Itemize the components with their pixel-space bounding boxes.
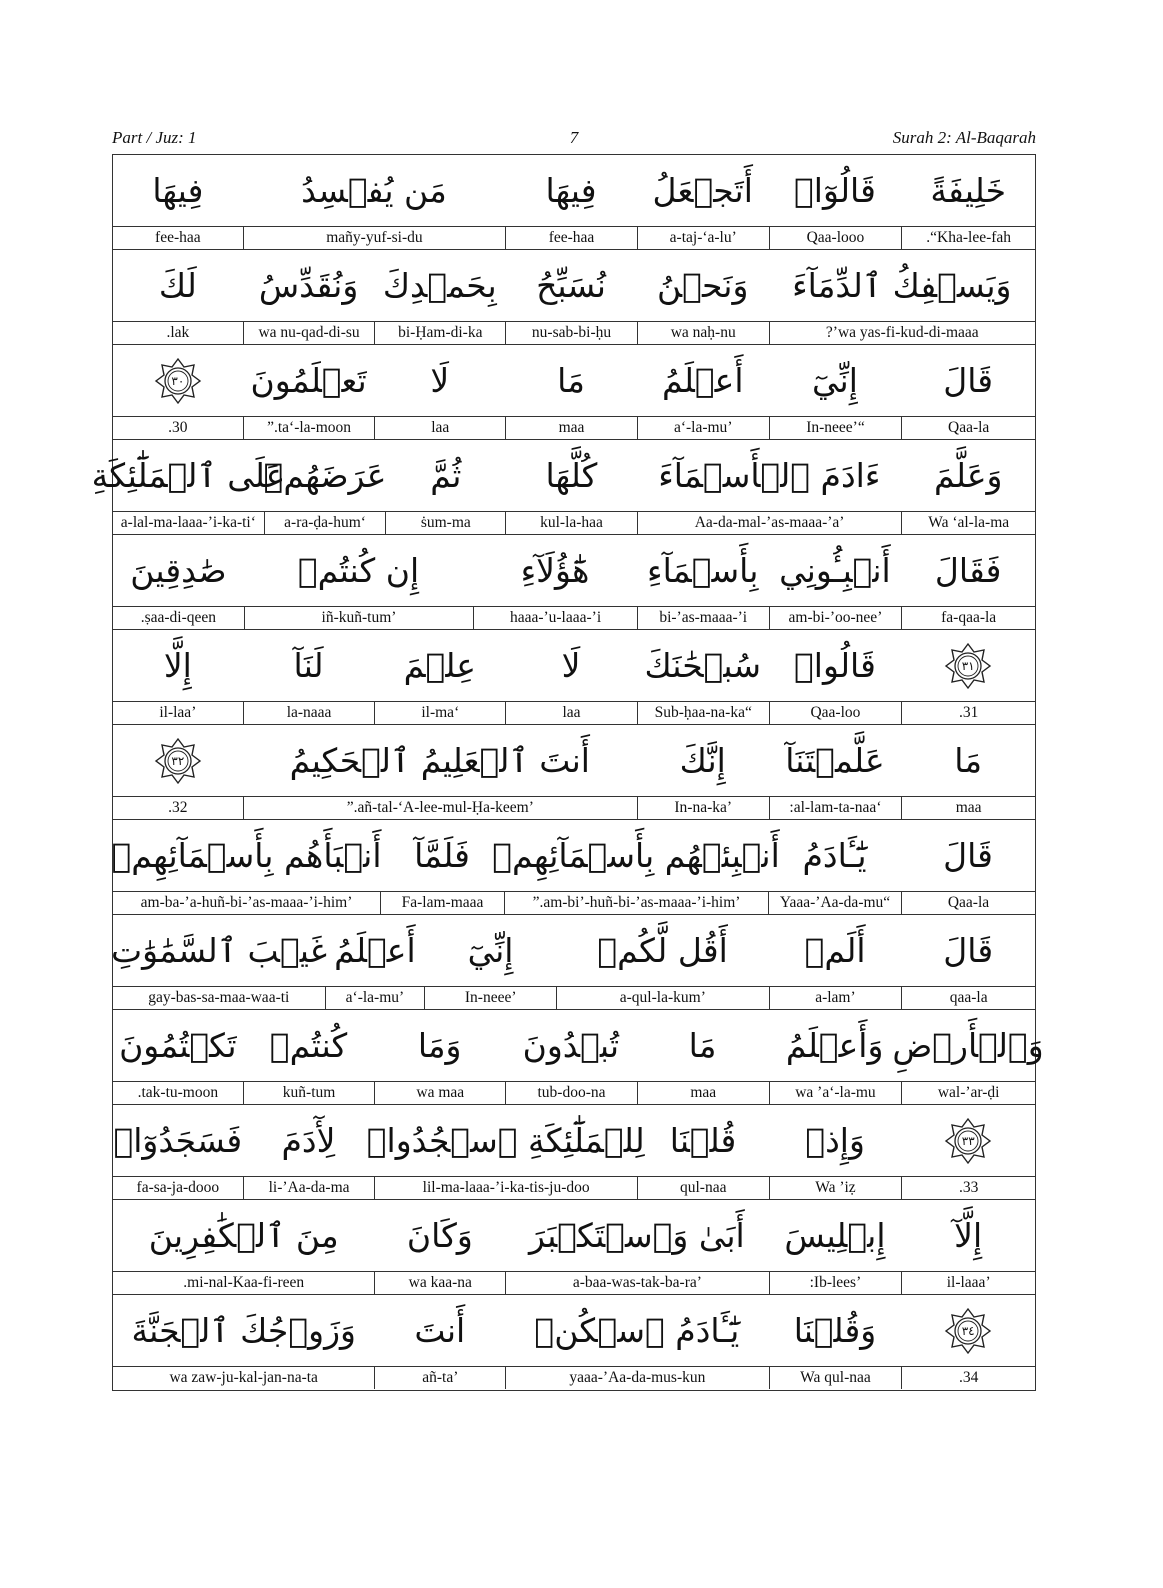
verse-row xyxy=(113,725,1035,820)
transliteration-word: ’am-ba-’a-huñ-bi-’as-maaa-’i-him xyxy=(140,893,353,911)
transliteration-word: Qaa-la xyxy=(901,416,1035,439)
arabic-word: أَعۡلَمُ xyxy=(661,361,744,400)
transliteration-word: ’il-laa xyxy=(159,703,197,721)
arabic-word: أَنۢبَأَهُم بِأَسۡمَآئِهِمۡ xyxy=(111,836,382,875)
arabic-word: سُبۡحَٰنَكَ xyxy=(644,646,761,685)
transliteration-word: wa kaa-na xyxy=(374,1271,505,1294)
arabic-word: قَالَ xyxy=(943,836,993,875)
transliteration-word: ’añ-ta xyxy=(374,1366,505,1389)
transliteration-word: maa xyxy=(637,1081,769,1104)
arabic-word: أَنتَ xyxy=(414,1311,466,1350)
transliteration-word: “Sub-ḥaa-na-ka xyxy=(637,701,769,724)
transliteration-line xyxy=(113,796,1035,819)
transliteration-word: 32. xyxy=(168,798,188,816)
ayah-number: ٣٤ xyxy=(961,1323,975,1338)
page-header xyxy=(112,128,1036,152)
ayah-number-icon xyxy=(155,358,201,404)
arabic-word: إِنِّيٓ xyxy=(467,931,514,970)
transliteration-word: fee-haa xyxy=(505,226,637,249)
transliteration-word: ’In-na-ka xyxy=(637,796,769,819)
transliteration-word: ’a-taj-‘a-lu xyxy=(637,226,769,249)
transliteration-word: Qaa-loo xyxy=(769,701,902,724)
arabic-word: فِيهَا xyxy=(545,171,597,210)
transliteration-line xyxy=(113,321,1035,344)
arabic-word: صَٰدِقِينَ xyxy=(130,551,227,590)
arabic-word: كُنتُمۡ xyxy=(269,1026,348,1065)
transliteration-word: wal-’ar-ḍi xyxy=(901,1081,1035,1104)
arabic-word: قَالُوٓا۟ xyxy=(793,171,876,210)
verse-row xyxy=(113,915,1035,1010)
transliteration-word: tub-doo-na xyxy=(505,1081,637,1104)
arabic-word: تَعۡلَمُونَ xyxy=(250,361,367,400)
transliteration-line xyxy=(113,701,1035,724)
transliteration-word: Kha-lee-fah“. xyxy=(901,226,1035,249)
ayah-number: ٣٣ xyxy=(961,1133,975,1148)
transliteration-word: wa nu-qad-di-su xyxy=(243,321,375,344)
transliteration-word: ’a-lam xyxy=(769,986,902,1009)
arabic-word: إِنِّيٓ xyxy=(812,361,858,400)
arabic-word: أَلَمۡ xyxy=(804,931,866,970)
transliteration-word: li-’Aa-da-ma xyxy=(243,1176,375,1199)
arabic-word: لِلۡمَلَٰٓئِكَةِ ٱسۡجُدُوا۟ xyxy=(366,1121,645,1160)
arabic-word: وَنَحۡنُ xyxy=(657,266,749,305)
transliteration-word: fa-sa-ja-dooo xyxy=(136,1178,220,1196)
transliteration-word: kuñ-tum xyxy=(243,1081,375,1104)
transliteration-line xyxy=(113,226,1035,249)
ayah-marker xyxy=(901,1295,1035,1366)
arabic-line xyxy=(91,440,1035,512)
arabic-line xyxy=(113,725,1035,797)
arabic-word: أَنۢبِئۡهُم بِأَسۡمَآئِهِمۡ xyxy=(492,836,780,875)
word-table xyxy=(91,154,1044,1391)
transliteration-word: ta‘-la-moon.” xyxy=(243,416,375,439)
arabic-word: تَكۡتُمُونَ xyxy=(119,1026,237,1065)
transliteration-word: Qaa-looo xyxy=(769,226,902,249)
arabic-word: يَٰٓـَٔادَمُ ٱسۡكُنۡ xyxy=(534,1311,740,1350)
arabic-line xyxy=(113,915,1035,987)
arabic-word: إِلَّا xyxy=(163,646,192,685)
arabic-word: ثُمَّ xyxy=(430,456,462,495)
transliteration-word: haaa-’u-laaa-’i xyxy=(473,606,637,629)
arabic-line xyxy=(113,820,1035,892)
arabic-word: أَبَىٰ وَٱسۡتَكۡبَرَ xyxy=(529,1216,745,1255)
transliteration-word: mi-nal-Kaa-fi-reen. xyxy=(183,1273,305,1291)
transliteration-word: ’In-neee xyxy=(424,986,556,1009)
arabic-line xyxy=(113,1295,1035,1367)
arabic-word: أَقُل لَّكُمۡ xyxy=(597,931,728,970)
verse-row xyxy=(113,1010,1044,1105)
transliteration-word: ’iñ-kuñ-tum xyxy=(244,606,474,629)
verse-row xyxy=(113,345,1035,440)
arabic-word: أَنتَ ٱلۡعَلِيمُ ٱلۡحَكِيمُ xyxy=(289,741,590,780)
arabic-word: مِنَ ٱلۡكَٰفِرِينَ xyxy=(148,1216,339,1255)
transliteration-word: ’a-qul-la-kum xyxy=(556,986,769,1009)
arabic-word: وَمَا xyxy=(417,1026,462,1065)
arabic-word: أَتَجۡعَلُ xyxy=(652,171,753,210)
ayah-number-icon xyxy=(945,1118,991,1164)
transliteration-word: bi-Ḥam-di-ka xyxy=(374,321,505,344)
arabic-word: عَلَى ٱلۡمَلَٰٓئِكَةِ xyxy=(91,456,286,495)
transliteration-word: 33. xyxy=(901,1176,1035,1199)
arabic-word: هَٰٓؤُلَآءِ xyxy=(520,551,590,590)
transliteration-word: wa zaw-ju-kal-jan-na-ta xyxy=(169,1368,318,1386)
ayah-marker xyxy=(901,630,1035,701)
arabic-line xyxy=(113,250,1035,322)
transliteration-word: 30. xyxy=(168,418,188,436)
transliteration-word: qaa-la xyxy=(901,986,1035,1009)
arabic-word: وَأَعۡلَمُ xyxy=(785,1026,884,1065)
transliteration-word: wa naḥ-nu xyxy=(637,321,769,344)
arabic-line xyxy=(113,535,1035,607)
arabic-word: تُبۡدُونَ xyxy=(522,1026,620,1065)
arabic-word: وَنُقَدِّسُ xyxy=(258,266,359,305)
transliteration-word: ‘a-lal-ma-laaa-’i-ka-ti xyxy=(120,513,256,531)
transliteration-word: ṡum-ma xyxy=(385,511,505,534)
transliteration-word: kul-la-haa xyxy=(505,511,637,534)
arabic-word: إِبۡلِيسَ xyxy=(784,1216,886,1255)
transliteration-word: 31. xyxy=(901,701,1035,724)
transliteration-word: Wa ’iẓ xyxy=(769,1176,902,1199)
transliteration-word: la-naaa xyxy=(243,701,375,724)
transliteration-word: ’am-bi-’oo-nee xyxy=(769,606,902,629)
arabic-word: بِحَمۡدِكَ xyxy=(382,266,497,305)
arabic-line xyxy=(113,1200,1035,1272)
arabic-word: لِأٓدَمَ xyxy=(281,1121,336,1160)
verse-row xyxy=(113,820,1035,915)
transliteration-line xyxy=(113,1176,1035,1199)
transliteration-word: ’Ib-lees: xyxy=(769,1271,902,1294)
arabic-word: لَكَ xyxy=(158,266,197,305)
arabic-word: كُلَّهَا xyxy=(545,456,598,495)
arabic-word: فَسَجَدُوٓا۟ xyxy=(113,1121,243,1160)
transliteration-word: ’a‘-la-mu xyxy=(325,986,425,1009)
arabic-word: مَا xyxy=(688,1026,717,1065)
arabic-word: قَالَ xyxy=(943,361,994,400)
transliteration-word: bi-’as-maaa-’i xyxy=(637,606,769,629)
verse-row xyxy=(113,630,1035,725)
verse-row xyxy=(113,535,1035,630)
verse-row xyxy=(91,440,1035,535)
transliteration-word: lil-ma-laaa-’i-ka-tis-ju-doo xyxy=(374,1176,636,1199)
transliteration-word: laa xyxy=(374,416,505,439)
arabic-word: قَالَ xyxy=(943,931,994,970)
arabic-word: إِنَّكَ xyxy=(679,741,726,780)
surah-label: Surah 2: Al-Baqarah xyxy=(892,128,1036,147)
arabic-word: قُلۡنَا xyxy=(669,1121,737,1160)
arabic-word: عَرَضَهُمۡ xyxy=(263,456,387,495)
arabic-word: عَلَّمۡتَنَآ xyxy=(785,741,885,780)
arabic-word: وَزَوۡجُكَ ٱلۡجَنَّةَ xyxy=(131,1311,356,1350)
transliteration-word: wa yas-fi-kud-di-maaa’? xyxy=(769,321,1035,344)
transliteration-word: laa xyxy=(505,701,637,724)
ayah-marker xyxy=(113,345,243,416)
transliteration-word: ‘a-ra-ḍa-hum xyxy=(264,511,386,534)
transliteration-word: gay-bas-sa-maa-waa-ti xyxy=(148,988,290,1006)
transliteration-word: qul-naa xyxy=(637,1176,769,1199)
arabic-word: لَا xyxy=(430,361,450,400)
arabic-word: وَٱلۡأَرۡضِ xyxy=(892,1026,1044,1065)
verse-row xyxy=(113,1295,1035,1390)
transliteration-word: ‘al-lam-ta-naa: xyxy=(769,796,902,819)
transliteration-word: “’In-neee xyxy=(769,416,902,439)
transliteration-word: wa ’a‘-la-mu xyxy=(769,1081,902,1104)
transliteration-word: “Yaaa-’Aa-da-mu xyxy=(768,891,901,914)
arabic-word: أَعۡلَمُ xyxy=(334,931,416,970)
transliteration-word: ’a‘-la-mu xyxy=(637,416,769,439)
verse-row xyxy=(113,1200,1035,1295)
transliteration-word: ’il-laaa xyxy=(901,1271,1035,1294)
transliteration-word: ’a-baa-was-tak-ba-ra xyxy=(505,1271,768,1294)
arabic-line xyxy=(113,1105,1035,1177)
transliteration-word: ’Aa-da-mal-’as-maaa-’a xyxy=(637,511,901,534)
ayah-number: ٣٢ xyxy=(171,753,185,768)
arabic-word: بِأَسۡمَآءِ xyxy=(647,551,759,590)
transliteration-word: Wa ‘al-la-ma xyxy=(901,511,1035,534)
transliteration-word: ’am-bi’-huñ-bi-’as-maaa-’i-him.” xyxy=(504,891,768,914)
ayah-marker xyxy=(901,1105,1035,1176)
transliteration-word: lak. xyxy=(166,323,190,341)
transliteration-word: nu-sab-bi-ḥu xyxy=(505,321,637,344)
transliteration-word: ’añ-tal-‘A-lee-mul-Ḥa-keem.” xyxy=(243,796,637,819)
arabic-word: مَن يُفۡسِدُ xyxy=(301,171,447,210)
arabic-word: خَلِيفَةً xyxy=(930,171,1006,210)
transliteration-line xyxy=(113,416,1035,439)
ayah-number-icon xyxy=(155,738,201,784)
page-number: 7 xyxy=(569,128,579,147)
arabic-word: لَا xyxy=(561,646,581,685)
transliteration-word: wa maa xyxy=(374,1081,505,1104)
arabic-word: فَلَمَّآ xyxy=(414,836,470,875)
verse-row xyxy=(113,155,1035,250)
verse-row xyxy=(113,250,1035,345)
arabic-word: وَكَانَ xyxy=(406,1216,473,1255)
arabic-line xyxy=(113,155,1035,227)
transliteration-word: fee-haa xyxy=(155,228,201,246)
arabic-word: مَا xyxy=(954,741,983,780)
arabic-word: لَنَآ xyxy=(293,646,324,685)
ayah-number-icon xyxy=(945,1308,991,1354)
transliteration-line xyxy=(113,986,1035,1009)
arabic-word: أَنۢبِـُٔونِي xyxy=(779,551,891,590)
arabic-word: إِن كُنتُمۡ xyxy=(297,551,420,590)
arabic-word: قَالُوا۟ xyxy=(793,646,876,685)
transliteration-word: ‘il-ma xyxy=(374,701,505,724)
transliteration-word: Qaa-la xyxy=(901,891,1035,914)
arabic-word: وَعَلَّمَ xyxy=(933,456,1003,495)
arabic-word: مَا xyxy=(557,361,585,400)
ayah-number: ٣٠ xyxy=(171,373,185,388)
arabic-line xyxy=(113,630,1035,702)
transliteration-word: tak-tu-moon. xyxy=(137,1083,219,1101)
transliteration-line xyxy=(113,1081,1035,1104)
transliteration-word: maa xyxy=(901,796,1035,819)
transliteration-line xyxy=(113,1366,1035,1389)
ayah-marker xyxy=(113,725,243,796)
arabic-word: فِيهَا xyxy=(152,171,204,210)
transliteration-word: fa-qaa-la xyxy=(901,606,1035,629)
part-label: Part / Juz: 1 xyxy=(112,128,197,147)
arabic-line xyxy=(113,345,1035,417)
ayah-number: ٣١ xyxy=(961,658,975,673)
arabic-word: فَقَالَ xyxy=(934,551,1002,590)
verse-row xyxy=(113,1105,1035,1200)
arabic-word: غَيۡبَ ٱلسَّمَٰوَٰتِ xyxy=(111,931,327,970)
arabic-word: يَٰٓـَٔادَمُ xyxy=(802,836,867,875)
transliteration-word: Fa-lam-maaa xyxy=(380,891,504,914)
transliteration-word: Wa qul-naa xyxy=(769,1366,902,1389)
transliteration-line xyxy=(113,891,1035,914)
transliteration-word: 34. xyxy=(901,1366,1035,1389)
arabic-word: إِلَّآ xyxy=(954,1216,983,1255)
transliteration-line xyxy=(113,606,1035,629)
arabic-word: وَيَسۡفِكُ ٱلدِّمَآءَ xyxy=(792,266,1012,305)
transliteration-line xyxy=(113,1271,1035,1294)
arabic-word: نُسَبِّحُ xyxy=(536,266,606,305)
transliteration-word: maa xyxy=(505,416,637,439)
transliteration-word: yaaa-’Aa-da-mus-kun xyxy=(505,1366,768,1389)
arabic-word: عِلۡمَ xyxy=(403,646,476,685)
arabic-word: ءَادَمَ ٱلۡأَسۡمَآءَ xyxy=(658,456,881,495)
transliteration-word: mañy-yuf-si-du xyxy=(243,226,505,249)
arabic-word: وَإِذۡ xyxy=(805,1121,865,1160)
arabic-line xyxy=(113,1010,1044,1082)
transliteration-word: ṣaa-di-qeen. xyxy=(140,608,217,626)
transliteration-line xyxy=(113,511,1035,534)
ayah-number-icon xyxy=(945,643,991,689)
arabic-word: وَقُلۡنَا xyxy=(793,1311,877,1350)
